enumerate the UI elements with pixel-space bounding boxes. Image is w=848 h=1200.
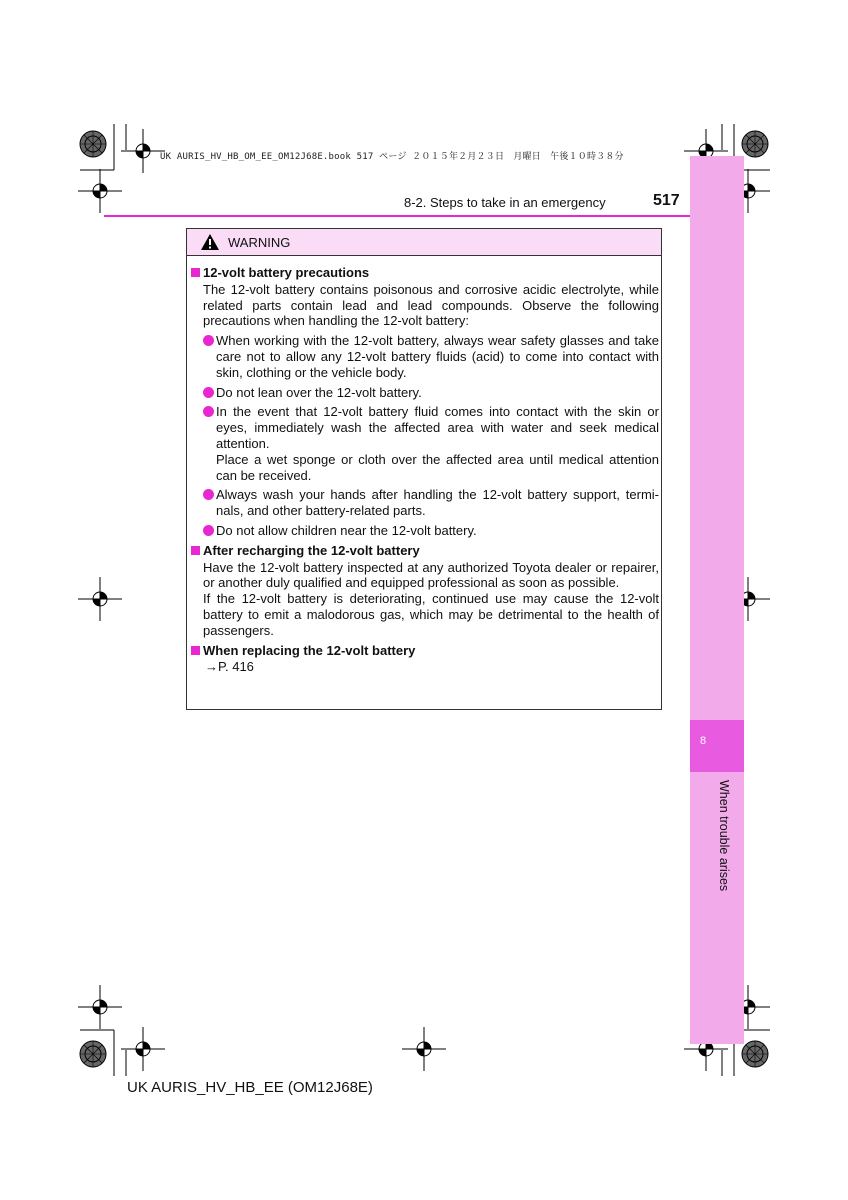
list-item-text: When working with the 12-volt battery, always wear safety glasses and take care not to allow any 12-volt battery fluids (acid) to come into contact with skin, clothing or the vehicle body. bbox=[216, 333, 659, 380]
list-item bbox=[203, 523, 659, 539]
warning-triangle-icon bbox=[200, 233, 220, 251]
square-bullet-icon bbox=[191, 646, 200, 655]
side-tab bbox=[690, 156, 744, 1044]
square-bullet-icon bbox=[191, 268, 200, 277]
list-item-text bbox=[216, 404, 659, 483]
list-item bbox=[203, 333, 659, 380]
header-rule bbox=[104, 215, 690, 217]
warning-content bbox=[189, 265, 659, 679]
section-heading-text: After recharging the 12-volt battery bbox=[203, 542, 420, 558]
list-item bbox=[203, 385, 659, 401]
round-bullet-icon bbox=[203, 406, 214, 417]
section-title: 8-2. Steps to take in an emergency bbox=[404, 195, 606, 210]
section-heading-text: 12-volt battery precautions bbox=[203, 265, 370, 280]
chapter-title: When trouble arises bbox=[717, 780, 731, 892]
paragraph: Have the 12-volt battery inspected at any authorized Toyota dealer or repairer, or another duly qualified and equipped professional as soon as possible. bbox=[203, 559, 659, 591]
list-item-text: Do not allow children near the 12-volt battery. bbox=[216, 522, 477, 538]
chapter-number: 8 bbox=[700, 735, 707, 747]
list-item bbox=[203, 404, 659, 483]
section-heading-text: When replacing the 12-volt battery bbox=[203, 642, 416, 658]
square-bullet-icon bbox=[191, 546, 200, 555]
round-bullet-icon bbox=[203, 387, 214, 398]
section-heading bbox=[189, 543, 659, 559]
warning-header bbox=[187, 229, 661, 256]
list-item-text: Always wash your hands after handling the 12-volt battery support, termi-nals, and other battery-related parts. bbox=[216, 487, 659, 519]
warning-label: WARNING bbox=[228, 234, 291, 250]
paragraph: If the 12-volt battery is deteriorating, continued use may cause the 12-volt battery to emit a malodorous gas, which may be detrimental to the health of passengers. bbox=[203, 591, 659, 638]
page-reference-link[interactable]: →P. 416 bbox=[205, 659, 254, 675]
round-bullet-icon bbox=[203, 335, 214, 346]
warning-box bbox=[186, 228, 662, 710]
side-tab-chapter-marker bbox=[690, 720, 744, 772]
page-number: 517 bbox=[653, 192, 680, 209]
round-bullet-icon bbox=[203, 489, 214, 500]
section-heading bbox=[189, 265, 659, 281]
round-bullet-icon bbox=[203, 525, 214, 536]
section-heading bbox=[189, 643, 659, 659]
list-item-text: Do not lean over the 12-volt battery. bbox=[216, 384, 422, 400]
print-header: UK AURIS_HV_HB_OM_EE_OM12J68E.book 517 ページ ２０１５年２月２３日 月曜日 午後１０時３８分 bbox=[160, 152, 624, 162]
list-item-text-main: In the event that 12-volt battery fluid comes into contact with the skin or eyes, immediately wash the affected area with water and seek medical attention. bbox=[216, 404, 659, 451]
footer-model-code: UK AURIS_HV_HB_EE (OM12J68E) bbox=[127, 1079, 373, 1096]
list-item-text-extra: Place a wet sponge or cloth over the affected area until medical attention can be received. bbox=[216, 451, 659, 483]
paragraph: The 12-volt battery contains poisonous and corrosive acidic electrolyte, while related parts contain lead and lead compounds. Observe the following precautions when handling the 12-volt battery: bbox=[203, 281, 659, 329]
list-item bbox=[203, 487, 659, 519]
